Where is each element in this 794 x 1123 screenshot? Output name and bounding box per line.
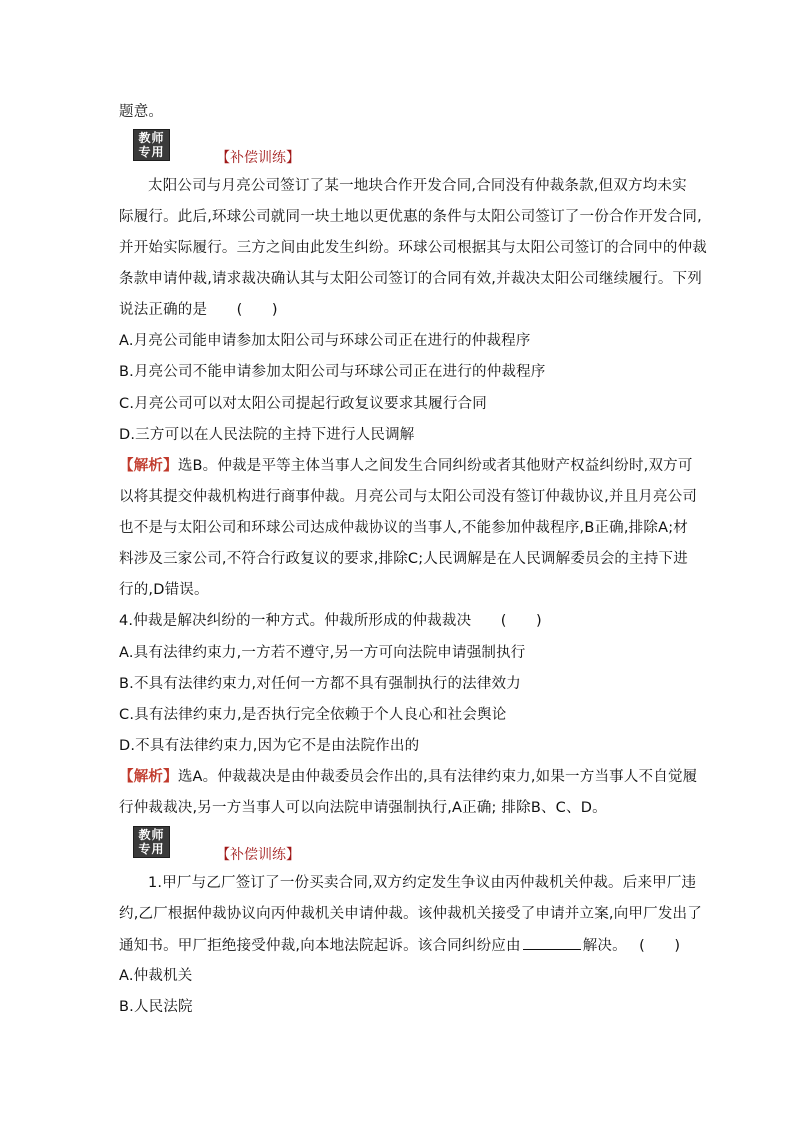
badge-line-2: 专用 (138, 145, 165, 159)
analysis-text: 选B。仲裁是平等主体当事人之间发生合同纠纷或者其他财产权益纠纷时,双方可 (177, 458, 693, 474)
continuation-text: 题意。 (119, 104, 164, 120)
question4-option-a: A.具有法律约束力,一方若不遵守,另一方可向法院申请强制执行 (119, 645, 526, 661)
practice1-analysis-line: 以将其提交仲裁机构进行商事仲裁。月亮公司与太阳公司没有签订仲裁协议,并且月亮公司 (119, 489, 698, 505)
question4-option-b: B.不具有法律约束力,对任何一方都不具有强制执行的法律效力 (119, 676, 521, 692)
badge-line-1: 教师 (138, 131, 165, 145)
practice-tag: 【补偿训练】 (216, 150, 300, 166)
analysis-text: 选A。仲裁裁决是由仲裁委员会作出的,具有法律约束力,如果一方当事人不自觉履 (177, 769, 698, 785)
practice-tag: 【补偿训练】 (216, 847, 300, 863)
stem-text: 通知书。甲厂拒绝接受仲裁,向本地法院起诉。该合同纠纷应由 (119, 938, 521, 954)
practice1-stem-line: 说法正确的是 ( ) (119, 302, 278, 318)
practice1-option-a: A.月亮公司能申请参加太阳公司与环球公司正在进行的仲裁程序 (119, 333, 531, 349)
practice1-analysis-line (119, 456, 693, 476)
practice2-stem-line: 约,乙厂根据仲裁协议向丙仲裁机关申请仲裁。该仲裁机关接受了申请并立案,向甲厂发出了 (119, 906, 702, 922)
practice1-stem-line: 际履行。此后,环球公司就同一块土地以更优惠的条件与太阳公司签订了一份合作开发合同, (119, 209, 702, 225)
question4-option-d: D.不具有法律约束力,因为它不是由法院作出的 (119, 738, 420, 754)
teacher-only-badge (133, 129, 170, 161)
question4-stem: 4.仲裁是解决纠纷的一种方式。仲裁所形成的仲裁裁决 ( ) (119, 613, 542, 629)
practice2-stem-line (119, 935, 680, 956)
practice1-stem-line: 条款申请仲裁,请求裁决确认其与太阳公司签订的合同有效,并裁决太阳公司继续履行。下列 (119, 271, 702, 287)
practice1-analysis-line: 料涉及三家公司,不符合行政复议的要求,排除C;人民调解是在人民调解委员会的主持下进 (119, 551, 688, 567)
stem-text: 解决。 ( ) (582, 938, 681, 954)
analysis-label: 【解析】 (119, 769, 178, 785)
badge-line-2: 专用 (138, 842, 165, 856)
teacher-only-badge (133, 826, 170, 858)
practice2-option-a: A.仲裁机关 (119, 968, 193, 984)
practice1-option-b: B.月亮公司不能申请参加太阳公司与环球公司正在进行的仲裁程序 (119, 364, 546, 380)
practice1-analysis-line: 也不是与太阳公司和环球公司达成仲裁协议的当事人,不能参加仲裁程序,B正确,排除A;材 (119, 520, 688, 536)
question4-option-c: C.具有法律约束力,是否执行完全依赖于个人良心和社会舆论 (119, 707, 507, 723)
answer-blank (523, 935, 581, 950)
practice2-option-b: B.人民法院 (119, 999, 193, 1015)
practice1-stem-line: 并开始实际履行。三方之间由此发生纠纷。环球公司根据其与太阳公司签订的合同中的仲裁 (119, 240, 707, 256)
practice1-option-d: D.三方可以在人民法院的主持下进行人民调解 (119, 427, 415, 443)
practice1-stem-line: 太阳公司与月亮公司签订了某一地块合作开发合同,合同没有仲裁条款,但双方均未实 (148, 178, 687, 194)
badge-line-1: 教师 (138, 828, 165, 842)
analysis-label: 【解析】 (119, 458, 178, 474)
question4-analysis-line (119, 767, 697, 787)
practice2-stem-line: 1.甲厂与乙厂签订了一份买卖合同,双方约定发生争议由丙仲裁机关仲裁。后来甲厂违 (148, 875, 697, 891)
practice1-analysis-line: 行的,D错误。 (119, 582, 209, 598)
practice1-option-c: C.月亮公司可以对太阳公司提起行政复议要求其履行合同 (119, 396, 487, 412)
question4-analysis-line: 行仲裁裁决,另一方当事人可以向法院申请强制执行,A正确; 排除B、C、D。 (119, 800, 607, 816)
